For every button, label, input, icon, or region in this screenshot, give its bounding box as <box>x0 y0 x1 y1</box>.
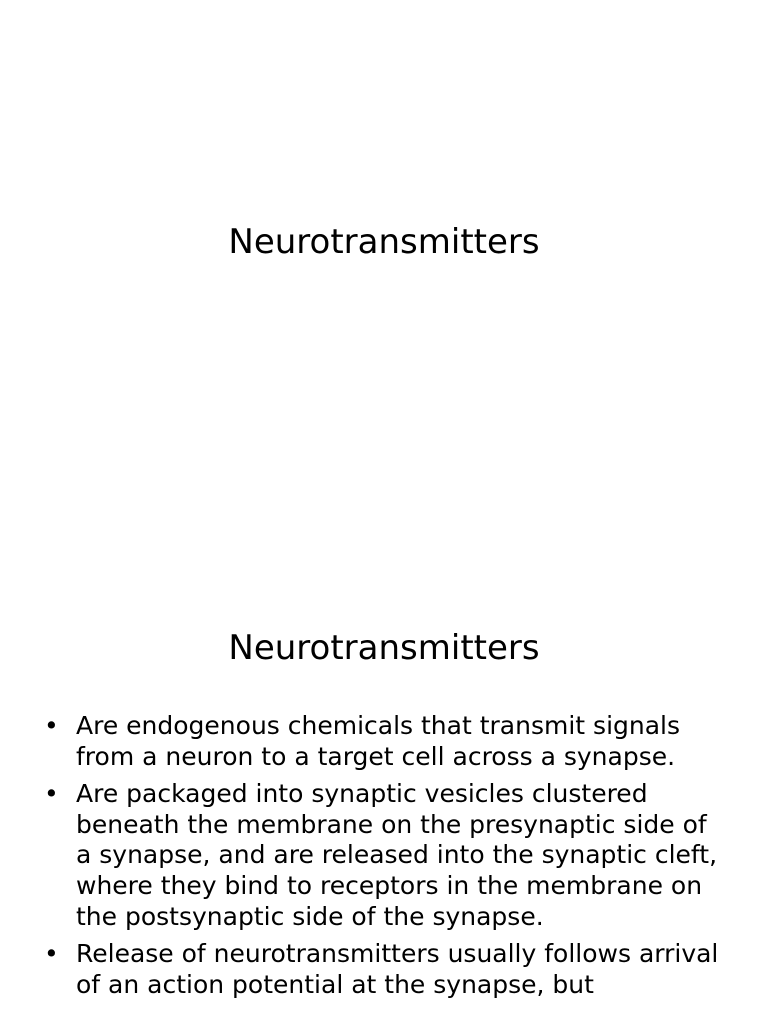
bullet-item <box>44 939 724 1000</box>
bullet-item <box>44 711 724 772</box>
bullet-item <box>44 779 724 932</box>
bullet-icon: • <box>44 779 59 809</box>
bullet-icon: • <box>44 711 59 740</box>
slide-title: Neurotransmitters <box>228 222 540 262</box>
slide-title: Neurotransmitters <box>228 628 540 668</box>
bullet-text: Release of neurotransmitters usually follows arrival of an action potential at the synapse, but <box>76 939 719 999</box>
content-slide <box>0 576 768 1024</box>
bullet-list <box>44 711 724 1007</box>
bullet-icon: • <box>44 939 59 969</box>
bullet-text: Are endogenous chemicals that transmit signals from a neuron to a target cell across a synapse. <box>76 711 681 771</box>
bullet-text: Are packaged into synaptic vesicles clustered beneath the membrane on the presynaptic side of a synapse, and are released into the synaptic cleft, where they bind to receptors in the membrane on the postsynaptic side of the synapse. <box>76 779 718 931</box>
